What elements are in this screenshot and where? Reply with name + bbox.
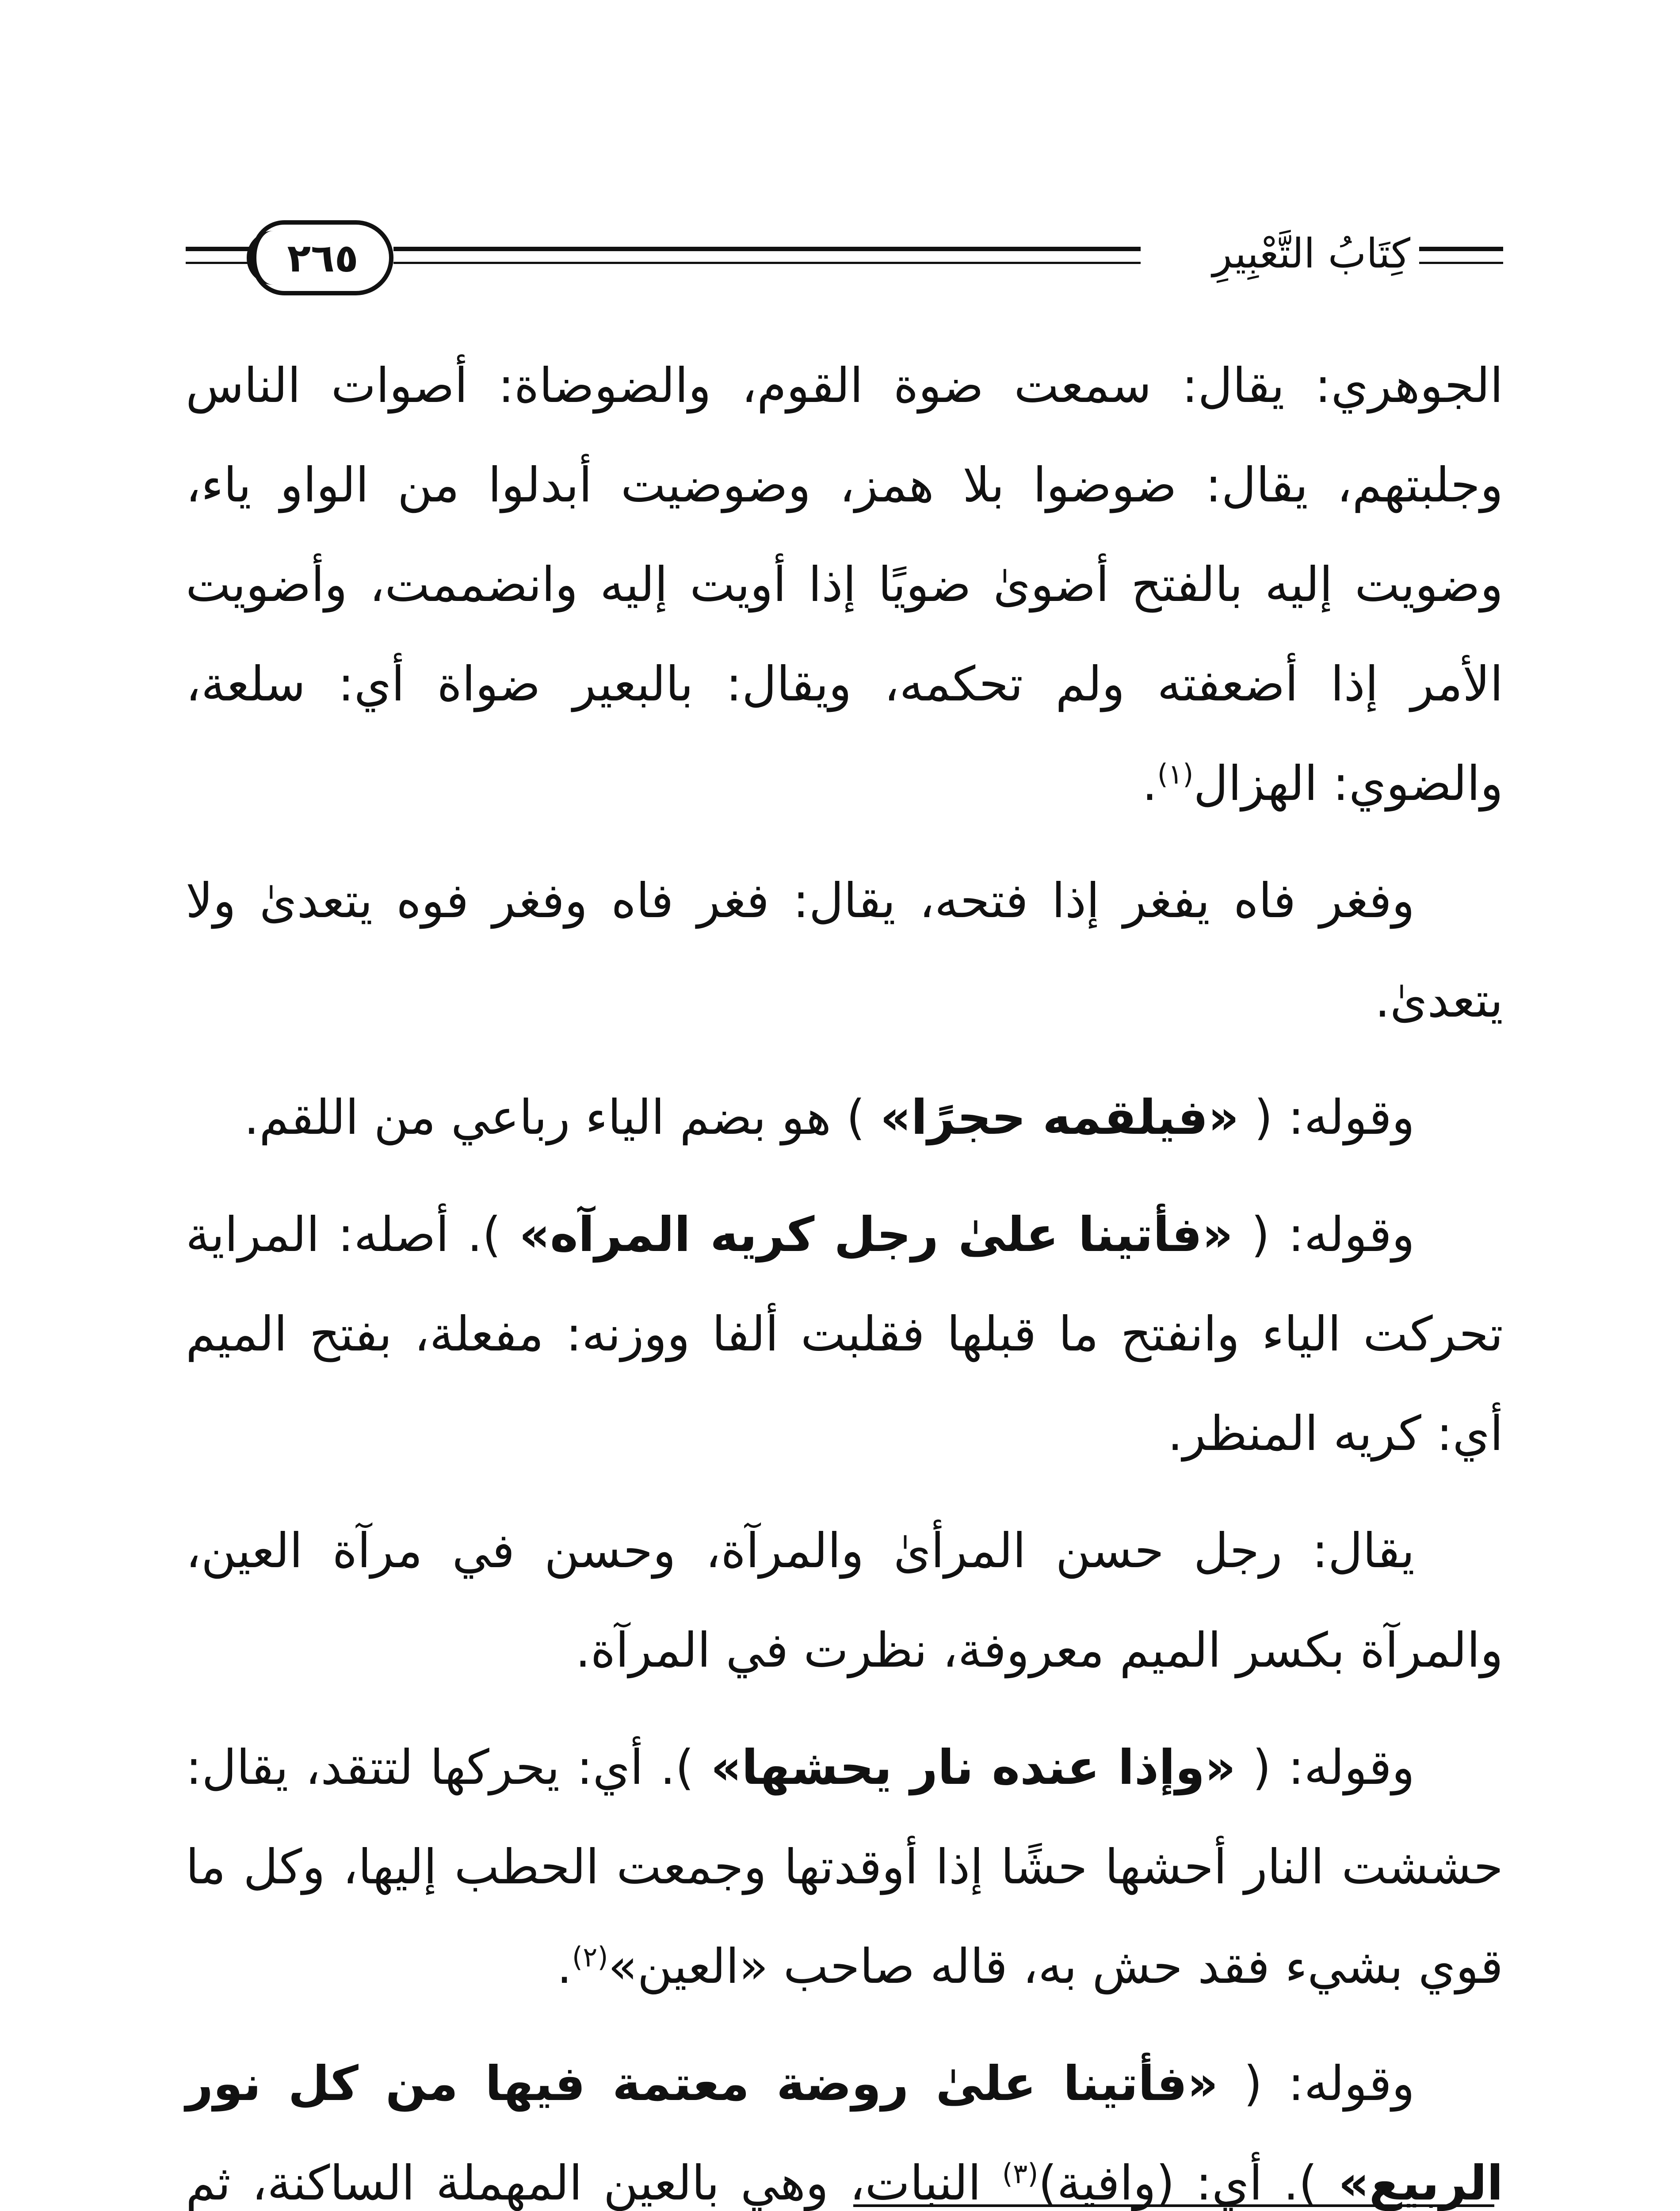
- header-rule-left-bottom: [186, 262, 256, 264]
- paragraph-text: ). أي: (وافية): [1038, 2156, 1339, 2211]
- hadith-quote: «وإذا عنده نار يحشها»: [710, 1740, 1236, 1795]
- footnote-ref: (٢): [572, 1941, 608, 1973]
- paragraph-text: النبات، وهي بالعين المهملة الساكنة، ثم: [186, 2156, 981, 2211]
- page-number-badge: [252, 220, 393, 295]
- paragraph-end: .: [1142, 756, 1157, 811]
- footnote-ref: (١): [1157, 758, 1194, 790]
- paragraph-text: يقال: رجل حسن المرأىٰ والمرآة، وحسن في مرآة العين، والمرآة بكسر الميم معروفة، نظرت في المرآة.: [186, 1523, 1503, 1678]
- paragraph-text: الجوهري: يقال: سمعت ضوة القوم، والضوضاة: أصوات الناس وجلبتهم، يقال: ضوضوا بلا همز، وضوضيت أبدلوا من الواو ياء، وضويت إليه بالفتح أضوىٰ ضويًا إذا أويت إليه وانضممت، وأضويت الأمر إذا أضعفته ولم تحكمه، ويقال: بالبعير ضواة أي: سلعة، والضوي: الهزال: [186, 358, 1503, 811]
- footnote-separator: [853, 2204, 1494, 2207]
- paragraph: [186, 1718, 1503, 2016]
- header-rule-right-top: [1419, 247, 1503, 251]
- hadith-quote: «فأتينا علىٰ روضة معتمة فيها من كل نور الربيع»: [186, 2056, 1504, 2211]
- paragraph: [186, 2034, 1503, 2211]
- paragraph-text: ). أصله: المراية تحركت الياء وانفتح ما قبلها فقلبت ألفا ووزنه: مفعلة، بفتح الميم أي: كريه المنظر.: [186, 1207, 1503, 1461]
- paragraph-lead: وقوله: (: [1239, 1090, 1415, 1145]
- header-rule-middle-top: [393, 247, 1141, 251]
- book-title: كِتَابُ التَّعْبِيرِ: [1212, 230, 1410, 277]
- paragraph-lead: وقوله: (: [1236, 1740, 1415, 1795]
- hadith-quote: «فأتينا علىٰ رجل كريه المرآه»: [519, 1207, 1233, 1262]
- paragraph: [186, 851, 1503, 1050]
- paragraph-lead: وقوله: (: [1233, 1207, 1415, 1262]
- header-rule-middle-bottom: [393, 262, 1141, 264]
- page-number: ٢٦٥: [287, 235, 359, 281]
- paragraph-text: ). أي: يحركها لتتقد، يقال: حششت النار أحشها حشًا إذا أوقدتها وجمعت الحطب إليها، وكل ما قوي بشيء فقد حش به، قاله صاحب «العين»: [186, 1740, 1503, 1994]
- paragraph: [186, 1501, 1503, 1700]
- hadith-quote: «فيلقمه حجرًا»: [880, 1090, 1239, 1145]
- paragraph-text: وفغر فاه يفغر إذا فتحه، يقال: فغر فاه وفغر فوه يتعدىٰ ولا يتعدىٰ.: [186, 873, 1503, 1028]
- paragraph-end: .: [557, 1939, 572, 1994]
- paragraph: [186, 336, 1503, 834]
- header-rule-left-top: [186, 247, 256, 251]
- paragraph: [186, 1185, 1503, 1484]
- main-text: [186, 336, 1503, 2211]
- paragraph-text: ) هو بضم الياء رباعي من اللقم.: [244, 1090, 880, 1145]
- header-rule-right-bottom: [1419, 262, 1503, 264]
- paragraph: [186, 1068, 1503, 1167]
- footnote-ref: (٣): [1002, 2157, 1039, 2190]
- paragraph-lead: وقوله: (: [1218, 2056, 1415, 2112]
- page-header: [186, 212, 1503, 310]
